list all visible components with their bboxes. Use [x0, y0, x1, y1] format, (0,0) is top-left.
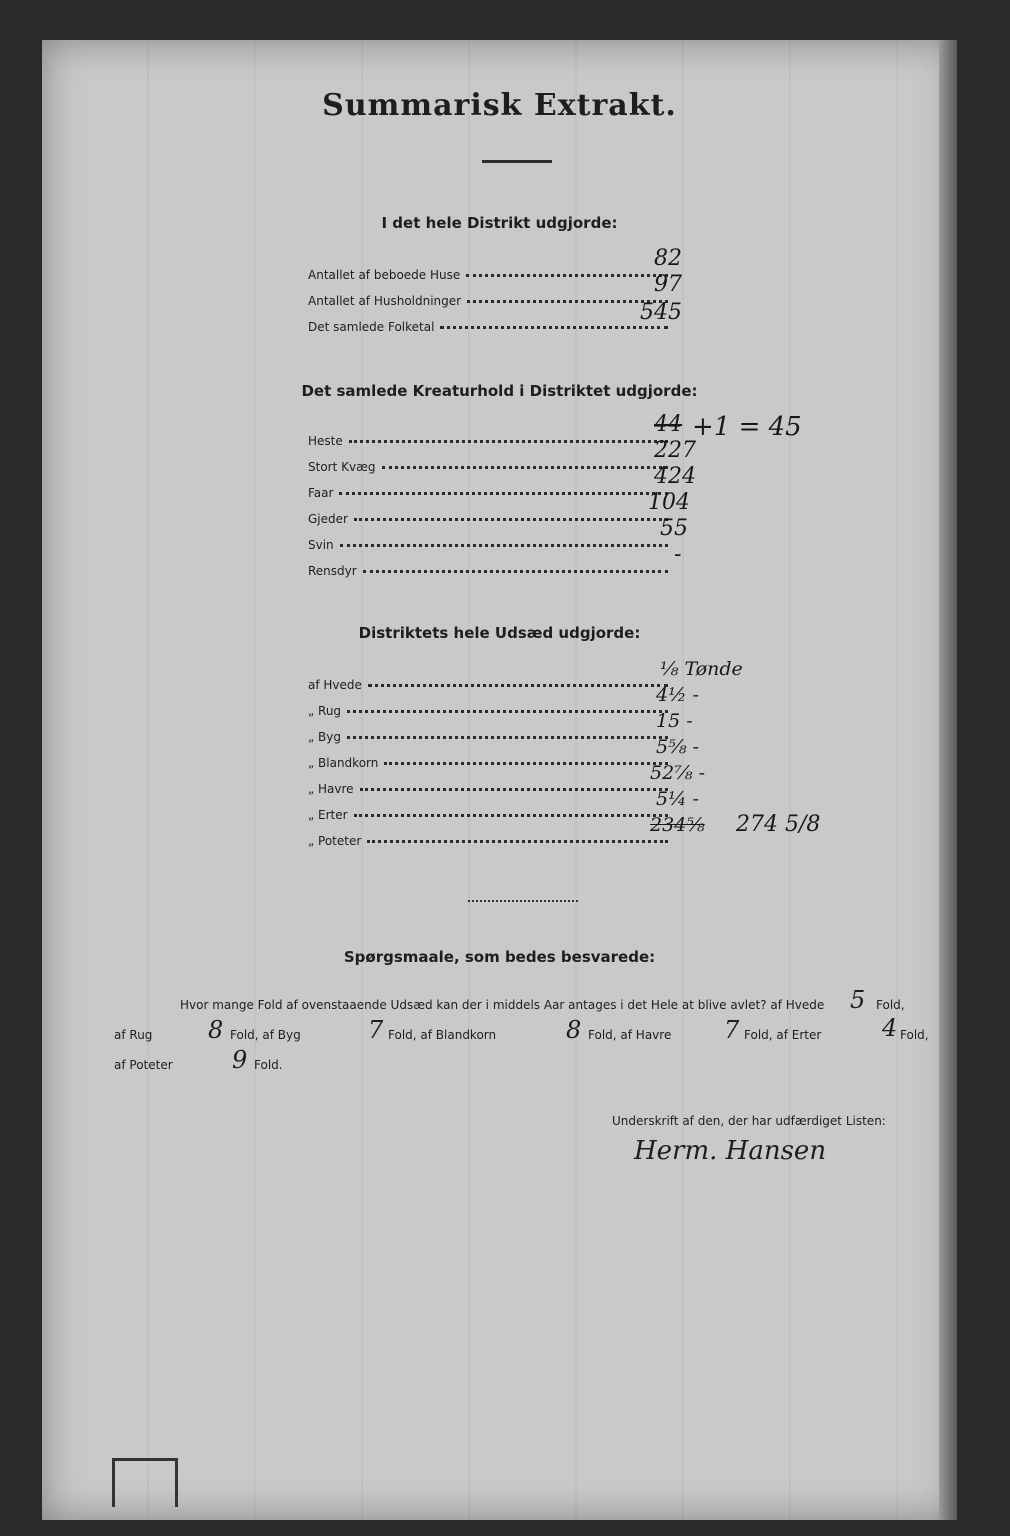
- value-rug: 4½ -: [656, 684, 699, 706]
- row-heste: [308, 426, 668, 448]
- row-label: „ Blandkorn: [308, 756, 379, 770]
- value-folketal: 545: [640, 300, 682, 325]
- question-line1: Hvor mange Fold af ovenstaaende Udsæd kan der i middels Aar antages i det Hele at blive avlet? af Hvede: [180, 998, 825, 1012]
- havre-label: Fold, af Havre: [588, 1028, 672, 1042]
- value-heste-struck: 44: [654, 412, 682, 437]
- dot-leader: [367, 839, 668, 843]
- row-faar: [308, 478, 668, 500]
- dot-leader: [349, 439, 668, 443]
- questions-heading: Spørgsmaale, som bedes besvarede:: [343, 948, 656, 966]
- dot-leader: [368, 683, 668, 687]
- fold-end-label: Fold.: [254, 1058, 283, 1072]
- row-label: „ Poteter: [308, 834, 362, 848]
- value-stort-kvaeg: 227: [654, 438, 696, 463]
- row-rug: [308, 696, 668, 718]
- answer-blandkorn: 8: [566, 1016, 582, 1044]
- row-erter: [308, 800, 668, 822]
- row-label: Antallet af Husholdninger: [308, 294, 462, 308]
- dot-leader: [340, 543, 668, 547]
- row-label: „ Byg: [308, 730, 341, 744]
- row-label: „ Havre: [308, 782, 354, 796]
- section3-heading: Distriktets hele Udsæd udgjorde:: [358, 624, 641, 642]
- value-heste: +1 = 45: [692, 412, 802, 442]
- row-label: Svin: [308, 538, 334, 552]
- value-poteter: 274 5/8: [736, 812, 821, 837]
- value-byg: 15 -: [656, 710, 693, 732]
- dot-leader: [360, 787, 668, 791]
- dot-leader: [467, 299, 668, 303]
- value-husholdninger: 97: [654, 272, 682, 297]
- row-stort-kvaeg: [308, 452, 668, 474]
- answer-havre: 7: [724, 1016, 740, 1044]
- erter-label: Fold, af Erter: [744, 1028, 822, 1042]
- binding-edge: [939, 40, 957, 1520]
- signature-caption: Underskrift af den, der har udfærdiget Listen:: [612, 1114, 886, 1128]
- signature: Herm. Hansen: [634, 1136, 827, 1166]
- row-gjeder: [308, 504, 668, 526]
- dot-leader: [354, 517, 668, 521]
- row-label: „ Rug: [308, 704, 342, 718]
- answer-hvede: 5: [850, 986, 866, 1014]
- answer-poteter: 9: [232, 1046, 248, 1074]
- fold-label: Fold,: [900, 1028, 929, 1042]
- blandkorn-label: Fold, af Blandkorn: [388, 1028, 497, 1042]
- row-svin: [308, 530, 668, 552]
- row-label: Faar: [308, 486, 334, 500]
- row-huse: [308, 260, 668, 282]
- answer-erter: 4: [882, 1014, 898, 1042]
- fold-label: Fold,: [876, 998, 905, 1012]
- row-poteter: [308, 826, 668, 848]
- byg-label: Fold, af Byg: [230, 1028, 301, 1042]
- row-label: Antallet af beboede Huse: [308, 268, 461, 282]
- row-folketal: [308, 312, 668, 334]
- value-erter: 5¼ -: [656, 788, 699, 810]
- value-havre: 52⅞ -: [650, 762, 706, 784]
- dot-leader: [466, 273, 668, 277]
- row-label: Rensdyr: [308, 564, 357, 578]
- value-svin: 55: [660, 516, 688, 541]
- dot-leader: [363, 569, 668, 573]
- corner-mark: [112, 1458, 178, 1507]
- row-husholdninger: [308, 286, 668, 308]
- dot-leader: [440, 325, 668, 329]
- section1-heading: I det hele Distrikt udgjorde:: [381, 214, 618, 232]
- row-havre: [308, 774, 668, 796]
- section2-heading: Det samlede Kreaturhold i Distriktet udgjorde:: [301, 382, 698, 400]
- dot-leader: [347, 709, 668, 713]
- dot-leader: [339, 491, 668, 495]
- value-rensdyr: -: [674, 542, 682, 567]
- section-divider: [468, 896, 578, 902]
- dot-leader: [354, 813, 668, 817]
- dot-leader: [347, 735, 668, 739]
- row-label: „ Erter: [308, 808, 348, 822]
- value-huse: 82: [654, 246, 682, 271]
- value-poteter-struck: 234⅝: [650, 814, 705, 836]
- row-label: Heste: [308, 434, 343, 448]
- title-rule: [482, 160, 552, 163]
- row-label: Stort Kvæg: [308, 460, 376, 474]
- row-rensdyr: [308, 556, 668, 578]
- dot-leader: [384, 761, 668, 765]
- row-label: Gjeder: [308, 512, 348, 526]
- poteter-label: af Poteter: [114, 1058, 173, 1072]
- row-hvede: [308, 670, 668, 692]
- row-blandkorn: [308, 748, 668, 770]
- page-title: Summarisk Extrakt.: [322, 88, 677, 123]
- value-faar: 424: [654, 464, 696, 489]
- value-gjeder: 104: [648, 490, 690, 515]
- row-label: af Hvede: [308, 678, 362, 692]
- answer-byg: 7: [368, 1016, 384, 1044]
- rug-label: af Rug: [114, 1028, 153, 1042]
- value-hvede: ⅛ Tønde: [660, 658, 743, 680]
- document-page: [42, 40, 957, 1520]
- row-label: Det samlede Folketal: [308, 320, 435, 334]
- value-blandkorn: 5⅝ -: [656, 736, 699, 758]
- row-byg: [308, 722, 668, 744]
- answer-rug: 8: [208, 1016, 224, 1044]
- dot-leader: [382, 465, 669, 469]
